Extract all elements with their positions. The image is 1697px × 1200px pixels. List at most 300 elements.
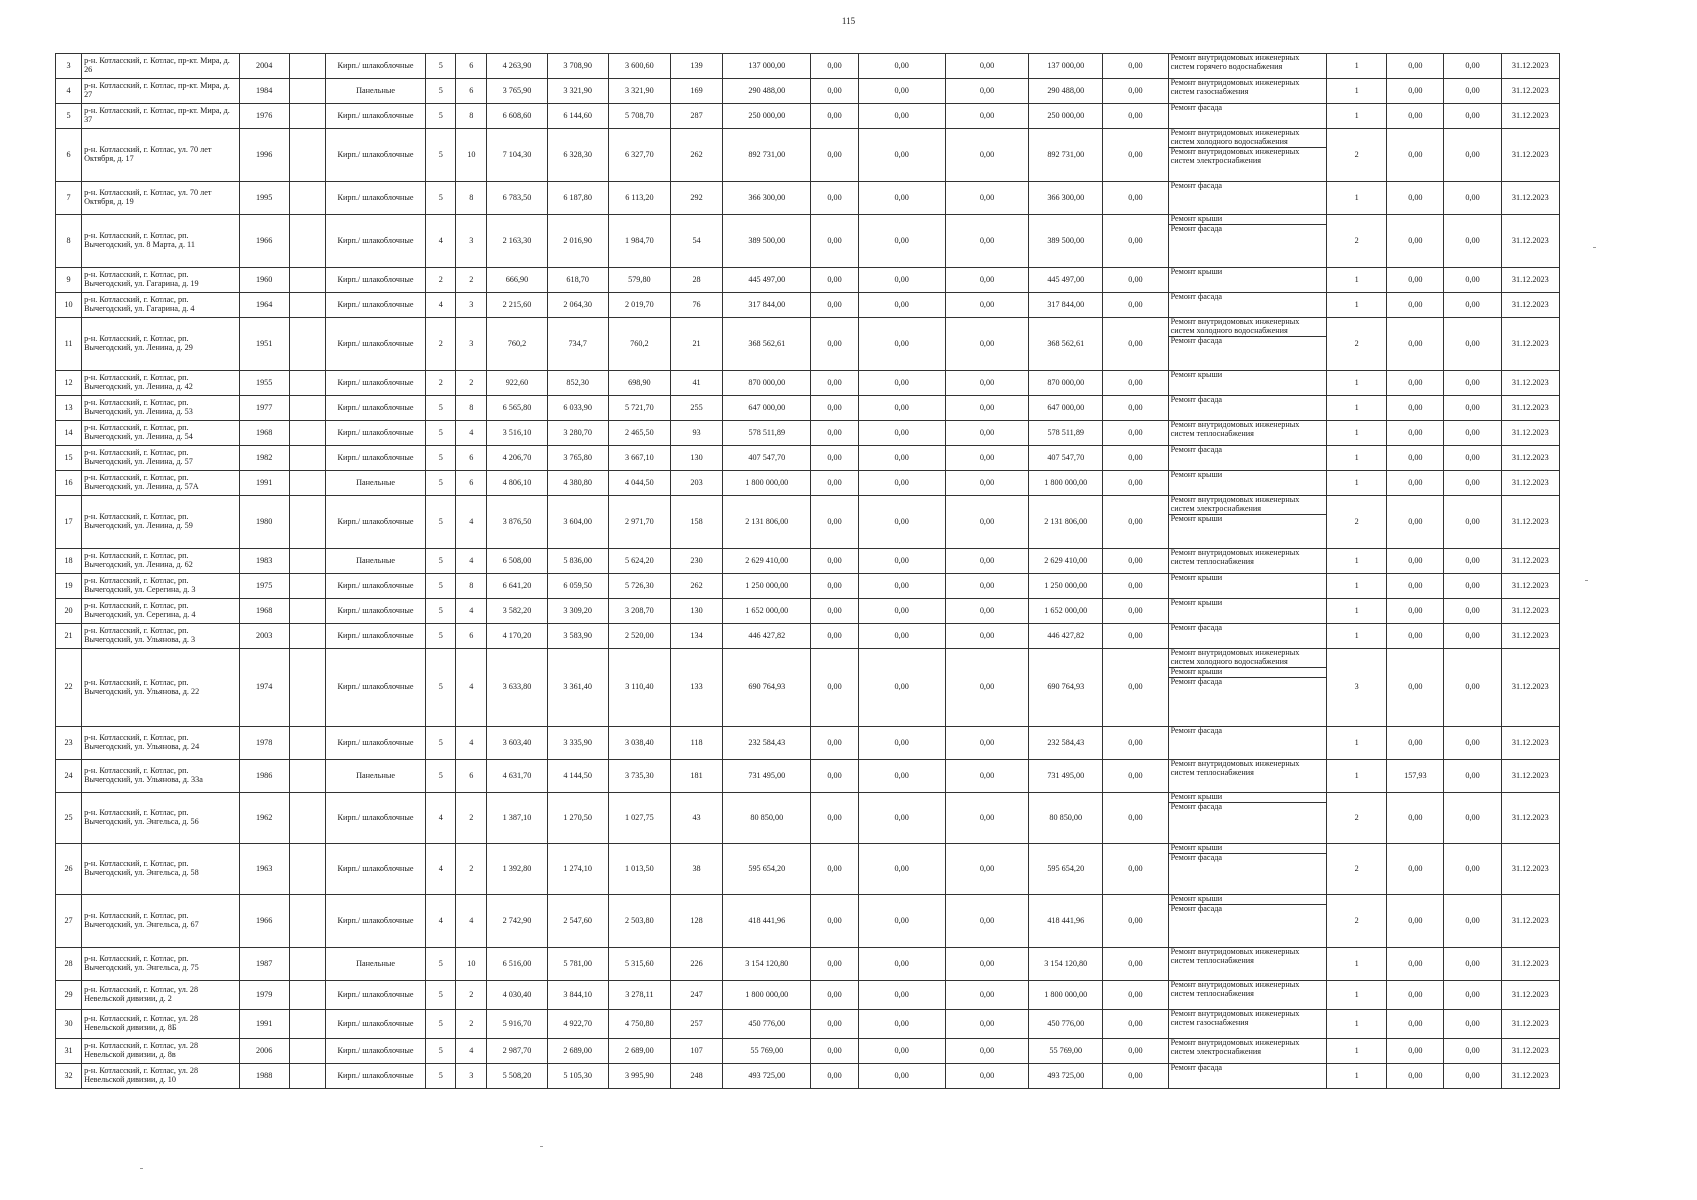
works-cell (1168, 844, 1327, 895)
cell-floors: 5 (426, 421, 456, 446)
cell-c2: 0,00 (1444, 549, 1501, 574)
cell-f3: 0,00 (945, 760, 1028, 793)
cell-f4: 0,00 (1103, 624, 1168, 649)
cell-a3: 2 019,70 (608, 293, 670, 318)
cell-ent: 2 (456, 793, 487, 844)
cell-a1: 3 516,10 (487, 421, 547, 446)
cell-f3: 0,00 (945, 1064, 1028, 1089)
cell-f4: 0,00 (1103, 549, 1168, 574)
cell-f1: 0,00 (811, 79, 858, 104)
cell-c1: 0,00 (1387, 496, 1444, 549)
cell-c2: 0,00 (1444, 182, 1501, 215)
cell-floors: 5 (426, 760, 456, 793)
empty-cell (289, 446, 325, 471)
cell-wall: Кирп./ шлакоблочные (325, 446, 425, 471)
cell-a3: 2 971,70 (608, 496, 670, 549)
cell-a3: 3 278,11 (608, 981, 670, 1010)
cell-a3: 2 465,50 (608, 421, 670, 446)
work-item: Ремонт внутридомовых инженерных систем теплоснабжения (1170, 947, 1300, 965)
cell-addr: р-н. Котласский, г. Котлас, рп. Вычегодский, ул. Энгельса, д. 58 (82, 844, 240, 895)
cell-f4: 0,00 (1103, 104, 1168, 129)
cell-n: 24 (56, 760, 82, 793)
cell-own: 250 000,00 (1029, 104, 1103, 129)
cell-f3: 0,00 (945, 318, 1028, 371)
cell-c1: 0,00 (1387, 727, 1444, 760)
empty-cell (289, 215, 325, 268)
cell-own: 578 511,89 (1029, 421, 1103, 446)
cell-date: 31.12.2023 (1501, 268, 1559, 293)
cell-n: 8 (56, 215, 82, 268)
table-row (56, 79, 1560, 104)
page-number: 115 (841, 16, 856, 26)
cell-f3: 0,00 (945, 895, 1028, 948)
cell-addr: р-н. Котласский, г. Котлас, рп. Вычегодский, ул. Серегина, д. 3 (82, 574, 240, 599)
cell-cnt: 1 (1327, 599, 1387, 624)
empty-cell (289, 895, 325, 948)
cell-a2: 6 187,80 (547, 182, 608, 215)
cell-people: 21 (670, 318, 722, 371)
cell-year: 1991 (239, 1010, 289, 1039)
cell-addr: р-н. Котласский, г. Котлас, рп. Вычегодский, ул. Ульянова, д. 22 (82, 649, 240, 727)
cell-total: 80 850,00 (723, 793, 811, 844)
cell-n: 22 (56, 649, 82, 727)
cell-a3: 3 038,40 (608, 727, 670, 760)
cell-people: 134 (670, 624, 722, 649)
work-item: Ремонт фасада (1170, 1063, 1223, 1072)
cell-ent: 10 (456, 948, 487, 981)
cell-f3: 0,00 (945, 574, 1028, 599)
work-item: Ремонт фасада (1169, 677, 1327, 687)
cell-f1: 0,00 (811, 727, 858, 760)
cell-own: 137 000,00 (1029, 54, 1103, 79)
cell-addr: р-н. Котласский, г. Котлас, рп. Вычегодский, ул. Ленина, д. 54 (82, 421, 240, 446)
cell-own: 366 300,00 (1029, 182, 1103, 215)
cell-cnt: 1 (1327, 421, 1387, 446)
works-cell (1168, 396, 1327, 421)
cell-cnt: 1 (1327, 760, 1387, 793)
empty-cell (289, 471, 325, 496)
cell-f2: 0,00 (858, 471, 945, 496)
cell-n: 16 (56, 471, 82, 496)
cell-f3: 0,00 (945, 1039, 1028, 1064)
cell-people: 139 (670, 54, 722, 79)
cell-ent: 4 (456, 549, 487, 574)
cell-f3: 0,00 (945, 421, 1028, 446)
works-cell (1168, 948, 1327, 981)
cell-f1: 0,00 (811, 446, 858, 471)
cell-date: 31.12.2023 (1501, 948, 1559, 981)
table-row (56, 1039, 1560, 1064)
cell-c1: 0,00 (1387, 79, 1444, 104)
cell-f1: 0,00 (811, 1039, 858, 1064)
cell-f2: 0,00 (858, 318, 945, 371)
cell-a1: 4 170,20 (487, 624, 547, 649)
cell-f4: 0,00 (1103, 948, 1168, 981)
cell-f3: 0,00 (945, 293, 1028, 318)
cell-own: 1 800 000,00 (1029, 471, 1103, 496)
cell-f3: 0,00 (945, 549, 1028, 574)
cell-f1: 0,00 (811, 981, 858, 1010)
cell-c2: 0,00 (1444, 760, 1501, 793)
work-item: Ремонт крыши (1170, 894, 1223, 903)
cell-f4: 0,00 (1103, 496, 1168, 549)
cell-cnt: 1 (1327, 182, 1387, 215)
cell-a3: 1 984,70 (608, 215, 670, 268)
cell-a1: 3 582,20 (487, 599, 547, 624)
cell-f3: 0,00 (945, 649, 1028, 727)
cell-f3: 0,00 (945, 371, 1028, 396)
cell-a3: 2 520,00 (608, 624, 670, 649)
cell-total: 1 652 000,00 (723, 599, 811, 624)
cell-date: 31.12.2023 (1501, 1010, 1559, 1039)
table-row (56, 421, 1560, 446)
cell-a1: 4 263,90 (487, 54, 547, 79)
cell-wall: Панельные (325, 948, 425, 981)
work-item: Ремонт фасада (1170, 181, 1223, 190)
cell-f1: 0,00 (811, 104, 858, 129)
cell-f2: 0,00 (858, 293, 945, 318)
cell-a3: 760,2 (608, 318, 670, 371)
cell-floors: 5 (426, 1064, 456, 1089)
cell-year: 1975 (239, 574, 289, 599)
works-cell (1168, 981, 1327, 1010)
table-row (56, 624, 1560, 649)
cell-wall: Кирп./ шлакоблочные (325, 624, 425, 649)
cell-n: 19 (56, 574, 82, 599)
cell-ent: 2 (456, 844, 487, 895)
cell-a3: 3 995,90 (608, 1064, 670, 1089)
cell-date: 31.12.2023 (1501, 182, 1559, 215)
works-cell (1168, 104, 1327, 129)
cell-f4: 0,00 (1103, 793, 1168, 844)
work-item: Ремонт фасада (1170, 726, 1223, 735)
cell-a3: 4 044,50 (608, 471, 670, 496)
cell-f1: 0,00 (811, 948, 858, 981)
work-item: Ремонт фасада (1169, 853, 1327, 863)
cell-f4: 0,00 (1103, 599, 1168, 624)
cell-date: 31.12.2023 (1501, 599, 1559, 624)
cell-addr: р-н. Котласский, г. Котлас, пр-кт. Мира, д. 27 (82, 79, 240, 104)
cell-n: 31 (56, 1039, 82, 1064)
cell-a2: 3 604,00 (547, 496, 608, 549)
cell-date: 31.12.2023 (1501, 421, 1559, 446)
cell-c1: 0,00 (1387, 446, 1444, 471)
cell-date: 31.12.2023 (1501, 793, 1559, 844)
cell-floors: 2 (426, 268, 456, 293)
cell-a3: 2 689,00 (608, 1039, 670, 1064)
cell-addr: р-н. Котласский, г. Котлас, ул. 28 Невельской дивизии, д. 8в (82, 1039, 240, 1064)
cell-a3: 5 721,70 (608, 396, 670, 421)
cell-total: 55 769,00 (723, 1039, 811, 1064)
cell-c2: 0,00 (1444, 793, 1501, 844)
cell-f1: 0,00 (811, 268, 858, 293)
cell-f2: 0,00 (858, 549, 945, 574)
cell-n: 7 (56, 182, 82, 215)
cell-f1: 0,00 (811, 574, 858, 599)
work-item: Ремонт крыши (1170, 843, 1223, 852)
cell-c2: 0,00 (1444, 649, 1501, 727)
cell-f2: 0,00 (858, 1039, 945, 1064)
cell-c2: 0,00 (1444, 54, 1501, 79)
cell-year: 1984 (239, 79, 289, 104)
cell-c1: 0,00 (1387, 895, 1444, 948)
cell-c2: 0,00 (1444, 371, 1501, 396)
cell-total: 870 000,00 (723, 371, 811, 396)
cell-wall: Кирп./ шлакоблочные (325, 293, 425, 318)
cell-cnt: 1 (1327, 574, 1387, 599)
cell-a2: 852,30 (547, 371, 608, 396)
cell-own: 493 725,00 (1029, 1064, 1103, 1089)
empty-cell (289, 793, 325, 844)
cell-ent: 3 (456, 318, 487, 371)
cell-f1: 0,00 (811, 182, 858, 215)
empty-cell (289, 624, 325, 649)
cell-f2: 0,00 (858, 760, 945, 793)
table-row (56, 844, 1560, 895)
cell-own: 368 562,61 (1029, 318, 1103, 371)
cell-date: 31.12.2023 (1501, 446, 1559, 471)
cell-total: 366 300,00 (723, 182, 811, 215)
cell-wall: Кирп./ шлакоблочные (325, 895, 425, 948)
cell-own: 731 495,00 (1029, 760, 1103, 793)
cell-c2: 0,00 (1444, 844, 1501, 895)
cell-floors: 2 (426, 318, 456, 371)
cell-f1: 0,00 (811, 624, 858, 649)
cell-total: 232 584,43 (723, 727, 811, 760)
cell-c1: 0,00 (1387, 371, 1444, 396)
cell-floors: 5 (426, 396, 456, 421)
cell-a2: 3 309,20 (547, 599, 608, 624)
cell-people: 247 (670, 981, 722, 1010)
cell-f2: 0,00 (858, 895, 945, 948)
empty-cell (289, 549, 325, 574)
cell-own: 892 731,00 (1029, 129, 1103, 182)
cell-a1: 2 163,30 (487, 215, 547, 268)
empty-cell (289, 760, 325, 793)
cell-ent: 4 (456, 1039, 487, 1064)
cell-a1: 3 603,40 (487, 727, 547, 760)
cell-people: 262 (670, 574, 722, 599)
cell-c2: 0,00 (1444, 396, 1501, 421)
cell-c2: 0,00 (1444, 318, 1501, 371)
cell-a1: 2 987,70 (487, 1039, 547, 1064)
cell-year: 1986 (239, 760, 289, 793)
empty-cell (289, 182, 325, 215)
cell-c1: 0,00 (1387, 793, 1444, 844)
cell-total: 418 441,96 (723, 895, 811, 948)
cell-a2: 1 270,50 (547, 793, 608, 844)
empty-cell (289, 318, 325, 371)
cell-f1: 0,00 (811, 844, 858, 895)
cell-f1: 0,00 (811, 1064, 858, 1089)
cell-ent: 4 (456, 727, 487, 760)
cell-ent: 2 (456, 371, 487, 396)
cell-f4: 0,00 (1103, 54, 1168, 79)
cell-a2: 6 144,60 (547, 104, 608, 129)
cell-people: 93 (670, 421, 722, 446)
cell-year: 1955 (239, 371, 289, 396)
work-item: Ремонт внутридомовых инженерных систем электроснабжения (1169, 147, 1327, 166)
cell-year: 1968 (239, 421, 289, 446)
cell-c1: 0,00 (1387, 1039, 1444, 1064)
cell-total: 690 764,93 (723, 649, 811, 727)
cell-f2: 0,00 (858, 446, 945, 471)
cell-total: 578 511,89 (723, 421, 811, 446)
cell-ent: 8 (456, 574, 487, 599)
cell-f3: 0,00 (945, 104, 1028, 129)
cell-cnt: 2 (1327, 844, 1387, 895)
table-row (56, 549, 1560, 574)
cell-f4: 0,00 (1103, 727, 1168, 760)
cell-a2: 2 689,00 (547, 1039, 608, 1064)
cell-a2: 6 059,50 (547, 574, 608, 599)
cell-c1: 0,00 (1387, 54, 1444, 79)
cell-f4: 0,00 (1103, 574, 1168, 599)
cell-wall: Кирп./ шлакоблочные (325, 371, 425, 396)
cell-c1: 0,00 (1387, 396, 1444, 421)
cell-cnt: 1 (1327, 446, 1387, 471)
cell-f1: 0,00 (811, 54, 858, 79)
cell-total: 317 844,00 (723, 293, 811, 318)
cell-f4: 0,00 (1103, 981, 1168, 1010)
works-cell (1168, 215, 1327, 268)
work-item: Ремонт внутридомовых инженерных систем электроснабжения (1170, 1038, 1300, 1056)
cell-f3: 0,00 (945, 396, 1028, 421)
cell-floors: 4 (426, 215, 456, 268)
cell-own: 2 629 410,00 (1029, 549, 1103, 574)
cell-c1: 0,00 (1387, 649, 1444, 727)
cell-year: 1996 (239, 129, 289, 182)
cell-c2: 0,00 (1444, 129, 1501, 182)
cell-date: 31.12.2023 (1501, 1039, 1559, 1064)
cell-a1: 4 631,70 (487, 760, 547, 793)
work-item: Ремонт фасада (1170, 445, 1223, 454)
cell-year: 2003 (239, 624, 289, 649)
cell-a2: 4 922,70 (547, 1010, 608, 1039)
cell-year: 1995 (239, 182, 289, 215)
work-item: Ремонт внутридомовых инженерных систем газоснабжения (1170, 78, 1300, 96)
cell-a1: 4 806,10 (487, 471, 547, 496)
works-cell (1168, 371, 1327, 396)
cell-own: 232 584,43 (1029, 727, 1103, 760)
cell-year: 1964 (239, 293, 289, 318)
cell-a1: 6 516,00 (487, 948, 547, 981)
cell-f4: 0,00 (1103, 649, 1168, 727)
cell-wall: Кирп./ шлакоблочные (325, 54, 425, 79)
cell-cnt: 2 (1327, 318, 1387, 371)
empty-cell (289, 396, 325, 421)
cell-a3: 2 503,80 (608, 895, 670, 948)
cell-year: 1977 (239, 396, 289, 421)
works-cell (1168, 471, 1327, 496)
cell-total: 290 488,00 (723, 79, 811, 104)
cell-own: 317 844,00 (1029, 293, 1103, 318)
cell-f1: 0,00 (811, 293, 858, 318)
cell-f3: 0,00 (945, 446, 1028, 471)
cell-addr: р-н. Котласский, г. Котлас, рп. Вычегодский, ул. Ленина, д. 42 (82, 371, 240, 396)
cell-cnt: 1 (1327, 293, 1387, 318)
cell-wall: Кирп./ шлакоблочные (325, 104, 425, 129)
cell-own: 595 654,20 (1029, 844, 1103, 895)
works-cell (1168, 727, 1327, 760)
cell-wall: Кирп./ шлакоблочные (325, 396, 425, 421)
cell-a3: 3 735,30 (608, 760, 670, 793)
cell-f3: 0,00 (945, 79, 1028, 104)
table-row (56, 981, 1560, 1010)
cell-people: 133 (670, 649, 722, 727)
cell-c2: 0,00 (1444, 79, 1501, 104)
cell-floors: 5 (426, 182, 456, 215)
cell-a3: 6 327,70 (608, 129, 670, 182)
cell-addr: р-н. Котласский, г. Котлас, рп. Вычегодский, ул. Ленина, д. 57А (82, 471, 240, 496)
work-item: Ремонт фасада (1170, 103, 1223, 112)
cell-year: 1982 (239, 446, 289, 471)
cell-wall: Панельные (325, 760, 425, 793)
cell-f1: 0,00 (811, 396, 858, 421)
table-row (56, 574, 1560, 599)
cell-f3: 0,00 (945, 1010, 1028, 1039)
cell-f3: 0,00 (945, 948, 1028, 981)
scan-speck (1593, 247, 1596, 248)
cell-own: 80 850,00 (1029, 793, 1103, 844)
table-row (56, 54, 1560, 79)
cell-date: 31.12.2023 (1501, 318, 1559, 371)
cell-n: 20 (56, 599, 82, 624)
cell-f1: 0,00 (811, 1010, 858, 1039)
cell-ent: 10 (456, 129, 487, 182)
cell-n: 26 (56, 844, 82, 895)
cell-floors: 5 (426, 104, 456, 129)
cell-a1: 3 765,90 (487, 79, 547, 104)
empty-cell (289, 1010, 325, 1039)
cell-f2: 0,00 (858, 54, 945, 79)
cell-a2: 3 335,90 (547, 727, 608, 760)
cell-total: 1 800 000,00 (723, 981, 811, 1010)
cell-f1: 0,00 (811, 318, 858, 371)
empty-cell (289, 79, 325, 104)
cell-cnt: 1 (1327, 1064, 1387, 1089)
cell-a1: 760,2 (487, 318, 547, 371)
cell-n: 23 (56, 727, 82, 760)
cell-cnt: 1 (1327, 54, 1387, 79)
cell-people: 292 (670, 182, 722, 215)
work-item: Ремонт фасада (1170, 395, 1223, 404)
cell-a2: 4 144,50 (547, 760, 608, 793)
cell-c1: 0,00 (1387, 182, 1444, 215)
cell-f1: 0,00 (811, 129, 858, 182)
work-item: Ремонт крыши (1170, 370, 1223, 379)
cell-f3: 0,00 (945, 54, 1028, 79)
cell-f3: 0,00 (945, 599, 1028, 624)
cell-date: 31.12.2023 (1501, 396, 1559, 421)
cell-wall: Панельные (325, 79, 425, 104)
cell-addr: р-н. Котласский, г. Котлас, рп. Вычегодский, ул. Ленина, д. 59 (82, 496, 240, 549)
cell-year: 1966 (239, 895, 289, 948)
cell-total: 446 427,82 (723, 624, 811, 649)
cell-own: 690 764,93 (1029, 649, 1103, 727)
cell-ent: 3 (456, 293, 487, 318)
cell-f2: 0,00 (858, 496, 945, 549)
cell-a3: 5 315,60 (608, 948, 670, 981)
empty-cell (289, 844, 325, 895)
works-cell (1168, 318, 1327, 371)
cell-floors: 5 (426, 446, 456, 471)
cell-addr: р-н. Котласский, г. Котлас, ул. 70 лет Октября, д. 19 (82, 182, 240, 215)
works-cell (1168, 268, 1327, 293)
work-item: Ремонт крыши (1170, 214, 1223, 223)
cell-f3: 0,00 (945, 182, 1028, 215)
cell-date: 31.12.2023 (1501, 895, 1559, 948)
